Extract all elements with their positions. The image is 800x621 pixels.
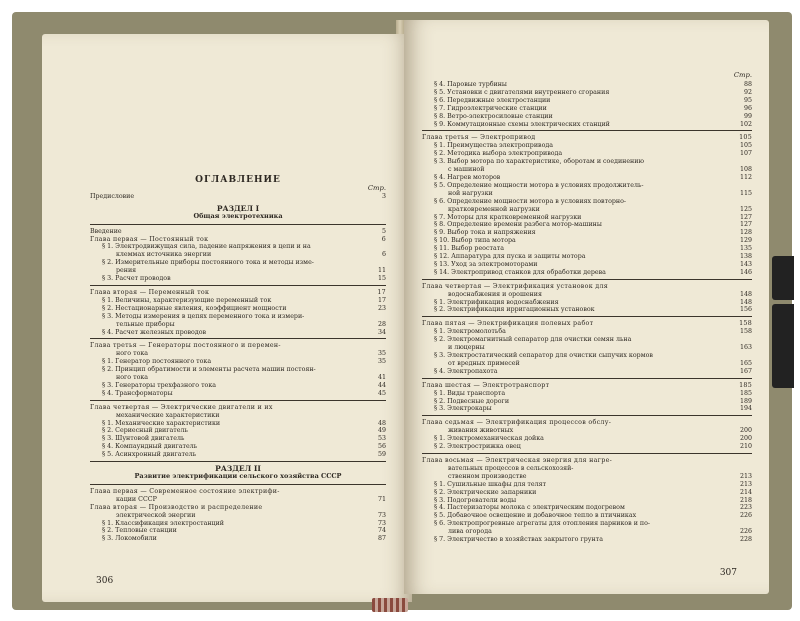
toc-row	[422, 166, 752, 174]
toc-label: кратковременной нагрузки	[448, 205, 540, 213]
toc-label: § 1. Виды транспорта	[434, 389, 506, 397]
toc-row	[422, 299, 752, 307]
toc-chapter-row	[90, 488, 386, 496]
toc-row	[90, 243, 386, 251]
toc-row	[422, 158, 752, 166]
toc-row	[422, 105, 752, 113]
str-row	[422, 72, 752, 81]
toc-label: § 1. Преимущества электропривода	[434, 142, 553, 150]
toc-label: § 3. Генераторы трехфазного тока	[102, 381, 217, 389]
toc-label: § 1. Величины, характеризующие переменный ток	[102, 296, 272, 304]
toc-row	[90, 451, 386, 459]
toc-label: § 6. Электропрогревные агрегаты для отопления парников и по-	[434, 520, 651, 528]
toc-label: § 1. Механические характеристики	[102, 419, 221, 427]
divider	[422, 279, 752, 280]
toc-page: 148	[739, 298, 752, 306]
toc-label: § 2. Нестационарные явления, коэффициент мощности	[102, 304, 287, 312]
toc-label: § 1. Электрификация водоснабжения	[434, 298, 559, 306]
toc-label: § 2. Принцип обратимости и элементы расчета машин постоян-	[102, 366, 316, 374]
toc-chapter-row	[422, 457, 752, 465]
divider	[422, 316, 752, 317]
toc-label: Глава пятая — Электрификация полевых работ	[422, 320, 594, 328]
toc-page: 53	[377, 435, 386, 443]
toc-label: тельные приборы	[116, 320, 175, 328]
toc-label: § 7. Гидроэлектрические станции	[434, 104, 547, 112]
divider	[422, 453, 752, 454]
toc-page: 167	[739, 367, 752, 375]
toc-label: § 3. Электрокары	[434, 405, 492, 413]
toc-label: § 6. Определение мощности мотора в условиях повторно-	[434, 197, 627, 205]
toc-page: 143	[739, 260, 752, 268]
toc-row	[422, 465, 752, 473]
divider	[422, 130, 752, 131]
toc-label: § 3. Расчет проводов	[102, 275, 171, 283]
toc-label: § 1. Генератор постоянного тока	[102, 358, 212, 366]
toc-list	[90, 228, 386, 459]
toc-label: § 1. Электромолотьба	[434, 328, 506, 336]
toc-row	[90, 228, 386, 236]
toc-row	[422, 81, 752, 89]
toc-chapter-row	[90, 504, 386, 512]
toc-label: Глава шестая — Электротранспорт	[422, 381, 550, 389]
toc-page: 15	[377, 275, 386, 283]
toc-row	[422, 473, 752, 481]
toc-page: 35	[377, 358, 386, 366]
toc-page: 87	[377, 535, 386, 543]
toc-row	[422, 182, 752, 190]
left-toc	[90, 177, 386, 543]
toc-page: 5	[381, 227, 386, 235]
toc-page: 129	[739, 237, 752, 245]
toc-row	[90, 329, 386, 337]
toc-page: 6	[381, 251, 386, 259]
toc-label: § 4. Пастеризаторы молока с электрическим подогревом	[434, 504, 625, 512]
toc-label: Глава вторая — Производство и распределение	[90, 503, 263, 511]
toc-row	[422, 520, 752, 528]
toc-row	[90, 366, 386, 374]
toc-label: § 8. Ветро-электросиловые станции	[434, 112, 553, 120]
toc-label: § 3. Методы измерения в цепях переменного тока и измери-	[102, 312, 305, 320]
toc-chapter-row	[422, 134, 752, 142]
toc-chapter-row	[422, 419, 752, 427]
toc-label: рения	[116, 267, 137, 275]
toc-label: ного тока	[116, 350, 149, 358]
toc-row	[90, 527, 386, 535]
toc-label: § 3. Локомобили	[102, 535, 157, 543]
toc-label: § 11. Выбор реостата	[434, 245, 504, 253]
toc-page: 210	[739, 443, 752, 451]
toc-label: клеммах источника энергии	[116, 251, 212, 259]
toc-page: 48	[377, 419, 386, 427]
toc-row	[90, 390, 386, 398]
toc-page: 163	[739, 344, 752, 352]
binder-clip	[772, 304, 794, 388]
toc-page: 6	[381, 235, 386, 243]
toc-row	[90, 267, 386, 275]
toc-page: 92	[743, 88, 752, 96]
divider	[90, 338, 386, 339]
toc-page: 148	[739, 290, 752, 298]
toc-page: 200	[739, 435, 752, 443]
toc-page: 127	[739, 213, 752, 221]
toc-row	[422, 368, 752, 376]
toc-chapter-row	[90, 342, 386, 350]
toc-label: ного тока	[116, 374, 149, 382]
toc-page: 189	[739, 397, 752, 405]
divider	[90, 400, 386, 401]
toc-chapter-row	[422, 320, 752, 328]
toc-row	[422, 306, 752, 314]
toc-label: § 4. Электропахота	[434, 367, 498, 375]
toc-row	[90, 358, 386, 366]
toc-page: 185	[739, 381, 752, 389]
toc-page: 214	[739, 488, 752, 496]
toc-row	[422, 142, 752, 150]
toc-page: 41	[377, 374, 386, 382]
toc-label: Глава восьмая — Электрическая энергия для нагре-	[422, 456, 613, 464]
toc-label: § 12. Аппаратура для пуска и защиты мотора	[434, 253, 586, 261]
divider	[90, 285, 386, 286]
toc-label: § 3. Подогреватели воды	[434, 496, 517, 504]
toc-label: § 7. Моторы для кратковременной нагрузки	[434, 213, 582, 221]
toc-row	[422, 398, 752, 406]
toc-label: лива огорода	[448, 528, 492, 536]
toc-page: 125	[739, 205, 752, 213]
toc-row	[422, 481, 752, 489]
toc-label: § 4. Компаундный двигатель	[102, 443, 198, 451]
toc-page: 23	[377, 304, 386, 312]
toc-row	[90, 443, 386, 451]
divider	[90, 484, 386, 485]
binder-clip	[772, 256, 794, 300]
toc-label: § 2. Электрификация ирригационных установок	[434, 306, 595, 314]
toc-chapter-row	[422, 382, 752, 390]
toc-page: 105	[739, 134, 752, 142]
toc-row	[422, 489, 752, 497]
toc-row	[90, 520, 386, 528]
page-number: 307	[719, 568, 737, 578]
toc-page: 226	[739, 512, 752, 520]
toc-label: Глава четвертая — Электрификация установок для	[422, 282, 609, 290]
toc-label: вательных процессов в сельскохозяй-	[448, 464, 574, 472]
toc-row	[422, 174, 752, 182]
toc-label: § 9. Выбор тока и напряжения	[434, 229, 536, 237]
toc-row	[422, 328, 752, 336]
toc-page: 35	[377, 350, 386, 358]
toc-page: 44	[377, 381, 386, 389]
toc-row	[422, 427, 752, 435]
toc-page: 56	[377, 443, 386, 451]
toc-row	[90, 382, 386, 390]
toc-label: Введение	[90, 227, 122, 235]
toc-label: § 3. Шунтовой двигатель	[102, 435, 185, 443]
toc-row	[90, 420, 386, 428]
toc-label: § 5. Установки с двигателями внутреннего сгорания	[434, 88, 610, 96]
toc-row	[422, 352, 752, 360]
toc-page: 127	[739, 221, 752, 229]
toc-label: § 1. Электродвижущая сила, падение напряжения в цепи и на	[102, 243, 311, 251]
toc-label: § 2. Методика выбора электропривода	[434, 150, 563, 158]
toc-chapter-row	[90, 404, 386, 412]
section-subtitle: Общая электротехника	[193, 211, 283, 220]
toc-page: 158	[739, 320, 752, 328]
toc-page: 17	[377, 288, 386, 296]
toc-label: Предисловие	[90, 192, 135, 200]
toc-row	[422, 221, 752, 229]
preface-row	[90, 193, 386, 201]
toc-page: 223	[739, 504, 752, 512]
toc-page: 71	[377, 495, 386, 503]
toc-page: 74	[377, 527, 386, 535]
toc-row	[422, 198, 752, 206]
toc-page: 218	[739, 496, 752, 504]
toc-label: § 9. Коммутационные схемы электрических станций	[434, 120, 610, 128]
toc-page: 105	[739, 142, 752, 150]
toc-label: § 2. Тепловые станции	[102, 527, 177, 535]
toc-label: § 13. Уход за электромоторами	[434, 260, 538, 268]
toc-label: Глава седьмая — Электрификация процессов обслу-	[422, 419, 612, 427]
toc-label: и люцерны	[448, 344, 485, 352]
toc-label: § 1. Классификация электростанций	[102, 519, 224, 527]
toc-page: 185	[739, 389, 752, 397]
toc-label: ной нагрузки	[448, 189, 493, 197]
toc-label: § 10. Выбор типа мотора	[434, 237, 516, 245]
toc-row	[422, 528, 752, 536]
toc-list	[422, 81, 752, 544]
toc-label: § 5. Асинхронный двигатель	[102, 451, 197, 459]
toc-row	[422, 405, 752, 413]
toc-row	[90, 251, 386, 259]
toc-row	[90, 275, 386, 283]
toc-row	[422, 229, 752, 237]
toc-label: § 2. Подвесные дороги	[434, 397, 510, 405]
str-label: Стр.	[367, 183, 386, 192]
toc-label: Глава первая — Современное состояние электрифи-	[90, 487, 280, 495]
toc-page: 88	[743, 81, 752, 88]
toc-label: электрической энергии	[116, 511, 196, 519]
toc-page: 28	[377, 320, 386, 328]
toc-page: 158	[739, 328, 752, 336]
section-heading: РАЗДЕЛ II	[215, 464, 261, 474]
right-toc	[422, 72, 752, 544]
toc-label: § 4. Паровые турбины	[434, 81, 507, 88]
toc-page: 95	[743, 96, 752, 104]
toc-row	[90, 259, 386, 267]
toc-label: с машиной	[448, 166, 485, 174]
toc-chapter-row	[90, 289, 386, 297]
toc-label: § 1. Электромеханическая дойка	[434, 435, 544, 443]
toc-label: § 14. Электропривод станков для обработки дерева	[434, 268, 606, 276]
toc-row	[422, 150, 752, 158]
toc-page: 112	[739, 173, 752, 181]
toc-row	[422, 237, 752, 245]
toc-label: § 3. Выбор мотора по характеристике, оборотам и соединению	[434, 158, 644, 166]
toc-row	[422, 253, 752, 261]
toc-label: водоснабжения и орошения	[448, 290, 542, 298]
toc-row	[422, 121, 752, 129]
toc-page: 146	[739, 268, 752, 276]
toc-page: 107	[739, 150, 752, 158]
toc-page: 11	[377, 267, 386, 275]
toc-page: 102	[739, 120, 752, 128]
toc-title: ОГЛАВЛЕНИЕ	[195, 175, 281, 185]
toc-label: Глава вторая — Переменный ток	[90, 288, 210, 296]
toc-label: § 2. Электромагнитный сепаратор для очистки семян льна	[434, 336, 632, 344]
toc-page: 194	[739, 405, 752, 413]
toc-label: § 2. Сериесный двигатель	[102, 427, 188, 435]
toc-label: кации СССР	[116, 495, 157, 503]
toc-label: § 5. Определение мощности мотора в условиях продолжитель-	[434, 181, 644, 189]
toc-label: § 4. Нагрев моторов	[434, 173, 501, 181]
bookmark-ribbon	[372, 598, 408, 612]
toc-label: § 4. Трансформаторы	[102, 389, 173, 397]
toc-row	[422, 113, 752, 121]
right-page	[404, 20, 769, 594]
toc-label: ственном производстве	[448, 472, 527, 480]
toc-label: § 2. Электрические запарники	[434, 488, 537, 496]
toc-row	[422, 536, 752, 544]
section-heading: РАЗДЕЛ I	[216, 203, 260, 213]
toc-row	[422, 97, 752, 105]
toc-row	[422, 261, 752, 269]
divider	[422, 415, 752, 416]
toc-row	[422, 291, 752, 299]
toc-row	[90, 297, 386, 305]
toc-page: 59	[377, 451, 386, 459]
toc-label: Глава третья — Генераторы постоянного и перемен-	[90, 342, 281, 350]
toc-page: 135	[739, 245, 752, 253]
toc-row	[422, 245, 752, 253]
toc-page: 213	[739, 480, 752, 488]
toc-row	[422, 497, 752, 505]
toc-page: 213	[739, 472, 752, 480]
divider	[90, 461, 386, 462]
toc-page: 200	[739, 427, 752, 435]
toc-page: 45	[377, 389, 386, 397]
toc-label: § 2. Измерительные приборы постоянного тока и методы изме-	[102, 259, 314, 267]
toc-row	[90, 374, 386, 382]
toc-label: живания животных	[448, 427, 514, 435]
toc-label: § 5. Добавочное освещение и добавочное тепло в птичниках	[434, 512, 637, 520]
toc-page: 17	[377, 296, 386, 304]
toc-row	[90, 313, 386, 321]
toc-row	[422, 512, 752, 520]
toc-row	[90, 350, 386, 358]
toc-row	[422, 190, 752, 198]
toc-label: Глава первая — Постоянный ток	[90, 235, 209, 243]
toc-label: от вредных примесей	[448, 359, 520, 367]
section-subtitle: Развитие электрификации сельского хозяйства СССР	[134, 472, 342, 480]
toc-row	[90, 412, 386, 420]
toc-label: Глава четвертая — Электрические двигатели и их	[90, 403, 273, 411]
toc-row	[422, 360, 752, 368]
toc-row	[90, 305, 386, 313]
page-number: 306	[96, 576, 114, 586]
toc-page: 115	[739, 189, 752, 197]
toc-list	[90, 488, 386, 543]
toc-page: 73	[377, 519, 386, 527]
toc-chapter-row	[422, 283, 752, 291]
str-label: Стр.	[733, 71, 752, 79]
str-row	[90, 185, 386, 193]
toc-page: 49	[377, 427, 386, 435]
toc-label: § 6. Передвижные электростанции	[434, 96, 551, 104]
toc-page: 226	[739, 528, 752, 536]
toc-page: 34	[377, 328, 386, 336]
toc-label: Глава третья — Электропривод	[422, 134, 536, 142]
toc-page: 128	[739, 229, 752, 237]
toc-label: § 7. Электричество в хозяйствах закрытого грунта	[434, 536, 603, 544]
toc-label: механические характеристики	[116, 411, 220, 419]
toc-row	[422, 435, 752, 443]
toc-row	[90, 535, 386, 543]
toc-row	[422, 89, 752, 97]
toc-page: 138	[739, 253, 752, 261]
toc-label: § 2. Электрострижка овец	[434, 443, 521, 451]
left-page	[42, 34, 412, 602]
toc-label: § 1. Сушильные шкафы для телят	[434, 480, 547, 488]
divider	[422, 378, 752, 379]
toc-chapter-row	[90, 236, 386, 244]
toc-row	[422, 504, 752, 512]
toc-page: 156	[739, 306, 752, 314]
toc-row	[90, 496, 386, 504]
toc-row	[422, 336, 752, 344]
toc-row	[422, 269, 752, 277]
toc-row	[422, 214, 752, 222]
toc-row	[90, 512, 386, 520]
toc-label: § 3. Электростатический сепаратор для очистки сыпучих кормов	[434, 352, 653, 359]
toc-row	[422, 443, 752, 451]
toc-page: 165	[739, 359, 752, 367]
toc-label: § 4. Расчет железных проводов	[102, 328, 207, 336]
toc-row	[422, 390, 752, 398]
toc-row	[90, 435, 386, 443]
toc-page: 228	[739, 536, 752, 544]
divider	[90, 224, 386, 225]
toc-row	[90, 321, 386, 329]
toc-page: 99	[743, 112, 752, 120]
toc-page: 108	[739, 166, 752, 174]
toc-row	[422, 206, 752, 214]
toc-page: 96	[743, 104, 752, 112]
toc-row	[422, 344, 752, 352]
toc-page: 73	[377, 511, 386, 519]
toc-row	[90, 427, 386, 435]
toc-page: 3	[381, 192, 386, 200]
toc-label: § 8. Определение времени разбега мотор-машины	[434, 221, 602, 229]
